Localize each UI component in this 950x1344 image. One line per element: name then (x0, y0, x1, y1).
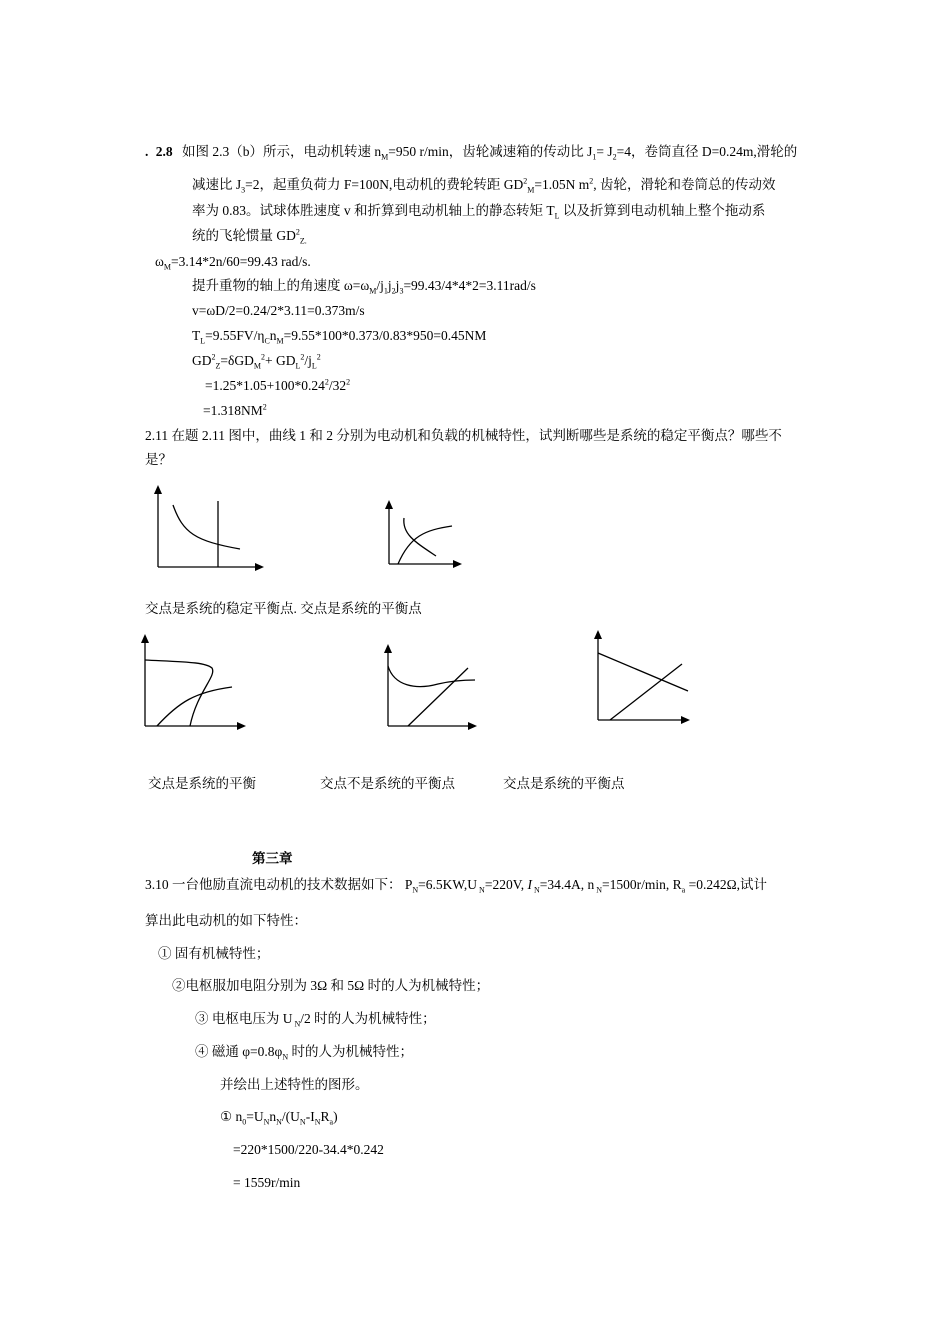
y-axis-arrow (384, 644, 392, 653)
subscript: N (594, 885, 603, 895)
subscript: 2 (612, 152, 617, 162)
chapter-heading: 第三章 (252, 851, 293, 866)
figure-2-equilibrium (380, 498, 470, 573)
item-text: /2 时的人为机械特性； (300, 1011, 436, 1026)
subscript: 2 (391, 286, 396, 296)
x-axis-arrow (255, 563, 264, 571)
subscript: N (276, 1117, 282, 1127)
solution-text: =9.55FV/η (205, 328, 265, 343)
subscript: 0 (242, 1117, 247, 1127)
subscript: C (264, 336, 270, 346)
subscript: M (527, 185, 535, 195)
curve-2 (610, 664, 682, 720)
figure-5-equilibrium (588, 627, 698, 727)
solution-line-4 (192, 327, 486, 345)
statement-text: 3.10 一台他励直流电动机的技术数据如下： P (145, 877, 413, 892)
subscript: Z. (299, 236, 307, 246)
curve-2 (408, 668, 468, 726)
superscript: 2 (316, 352, 321, 362)
statement-text: =4，卷筒直径 D=0.24m,滑轮的 (616, 144, 798, 159)
statement-text: 率为 0.83。试球体胜速度 v 和折算到电动机轴上的静态转矩 T (192, 203, 555, 218)
solution-text: v=ωD/2=0.24/2*3.11=0.373m/s (192, 303, 365, 318)
superscript: 2 (324, 377, 329, 387)
statement-text: 以及折算到电动机轴上整个拖动系 (559, 203, 766, 218)
solution-text: =1.25*1.05+100*0.24 (205, 378, 325, 393)
solution-text: j (395, 278, 400, 293)
superscript: 2 (300, 352, 305, 362)
x-axis-arrow (453, 560, 462, 568)
subscript: N (314, 1117, 321, 1127)
curve-1 (388, 666, 475, 687)
calc-text: ) (333, 1109, 338, 1124)
statement-text: 减速比 J (192, 177, 242, 192)
superscript: 2 (346, 377, 351, 387)
solution-line-3 (192, 302, 365, 320)
problem-3-10-line-2: 算出此电动机的如下特性： (145, 913, 307, 928)
x-axis-arrow (681, 716, 690, 724)
caption-row-2-c: 交点是系统的平衡点 (503, 776, 625, 791)
subscript: 1 (383, 286, 388, 296)
superscript: 2 (295, 227, 300, 237)
statement-text: =1.05N m (534, 177, 590, 192)
solution-text: =99.43/4*4*2=3.11rad/s (403, 278, 536, 293)
item-5: 并绘出上述特性的图形。 (220, 1077, 369, 1092)
solution-text: j (387, 278, 392, 293)
solution-text: 提升重物的轴上的角速度 ω=ω (192, 278, 370, 293)
problem-2-11-line-1: 2.11 在题 2.11 图中，曲线 1 和 2 分别为电动机和负载的机械特性，试判断哪些是系统的稳定平衡点？哪些不 (145, 428, 782, 443)
problem-2-8-line-4 (192, 227, 307, 245)
calc-text: =U (246, 1109, 264, 1124)
y-axis-arrow (385, 500, 393, 509)
subscript: N (292, 1019, 301, 1029)
subscript: L (311, 361, 317, 371)
solution-text: /32 (328, 378, 347, 393)
statement-text: =1500r/min, R (602, 877, 682, 892)
solution-line-5 (192, 352, 321, 370)
problem-2-11-line-2: 是？ (145, 452, 172, 467)
statement-text: =2，起重负荷力 F=100N,电动机的费轮转距 GD (245, 177, 524, 192)
subscript: N (412, 885, 419, 895)
italic-symbol: I (527, 877, 532, 892)
calc-line-2: =220*1500/220-34.4*0.242 (233, 1142, 384, 1157)
solution-line-7 (203, 402, 267, 420)
subscript: L (200, 336, 206, 346)
subscript: N (477, 885, 485, 895)
item-text: 时的人为机械特性； (288, 1044, 413, 1059)
caption-row-2-a: 交点是系统的平衡 (148, 776, 256, 791)
statement-text: 如图 2.3（b）所示，电动机转速 n (182, 144, 382, 159)
item-3 (195, 1010, 436, 1028)
problem-2-8-line-2 (192, 176, 776, 194)
figure-1-stable-equilibrium (145, 483, 270, 575)
solution-text: =3.14*2n/60=99.43 rad/s. (171, 254, 311, 269)
figure-4-equilibrium (380, 642, 485, 732)
solution-text: ω (155, 254, 164, 269)
y-axis-arrow (154, 485, 162, 494)
statement-text: =6.5KW,U (418, 877, 478, 892)
solution-text: GD (192, 353, 212, 368)
statement-text: =220V, (484, 877, 528, 892)
calc-line-3: = 1559r/min (233, 1175, 301, 1190)
solution-line-1 (155, 253, 311, 271)
statement-text: , 齿轮，滑轮和卷筒总的传动效 (593, 177, 776, 192)
solution-text: =δGD (220, 353, 254, 368)
y-axis-arrow (141, 634, 149, 643)
subscript: a (681, 885, 686, 895)
superscript: 2 (262, 402, 267, 412)
y-axis-arrow (594, 630, 602, 639)
item-text: ④ 磁通 φ=0.8φ (195, 1044, 283, 1059)
superscript: 2 (211, 352, 216, 362)
curve-falling (173, 505, 240, 549)
subscript: 3 (399, 286, 404, 296)
subscript: M (253, 361, 261, 371)
solution-text: T (192, 328, 201, 343)
superscript: 2 (523, 176, 528, 186)
subscript: 3 (241, 185, 246, 195)
subscript: M (276, 336, 284, 346)
statement-text: = J (596, 144, 613, 159)
problem-2-8-line-1 (145, 143, 797, 161)
x-axis-arrow (468, 722, 477, 730)
statement-text: =950 r/min，齿轮减速箱的传动比 J (388, 144, 593, 159)
problem-3-10-line-1 (145, 876, 767, 894)
item-text: ③ 电枢电压为 U (195, 1011, 293, 1026)
figure-3-equilibrium (135, 632, 255, 732)
subscript: M (369, 286, 377, 296)
item-4 (195, 1043, 413, 1061)
superscript: 2 (589, 176, 594, 186)
problem-2-8-line-3 (192, 202, 765, 220)
solution-text: /j (304, 353, 312, 368)
superscript: 2 (261, 352, 265, 362)
subscript: L (554, 211, 560, 221)
calc-text: /(U (281, 1109, 300, 1124)
subscript: L (295, 361, 301, 371)
calc-text: ① n (220, 1109, 243, 1124)
solution-line-2 (192, 277, 536, 295)
solution-text: n (269, 328, 277, 343)
solution-text: /j (376, 278, 384, 293)
solution-text: =9.55*100*0.373/0.83*950=0.45NM (283, 328, 487, 343)
subscript: N (531, 885, 540, 895)
calc-text: -I (305, 1109, 315, 1124)
solution-line-6 (205, 377, 350, 395)
curve-1 (404, 518, 436, 556)
subscript: N (299, 1117, 306, 1127)
caption-row-1: 交点是系统的稳定平衡点. 交点是系统的平衡点 (145, 601, 422, 616)
subscript: N (282, 1052, 289, 1062)
item-2: ②电枢服加电阻分别为 3Ω 和 5Ω 时的人为机械特性； (172, 978, 490, 993)
subscript: a (329, 1117, 334, 1127)
curve-1 (598, 653, 688, 691)
caption-row-2-b: 交点不是系统的平衡点 (320, 776, 455, 791)
problem-number: 2.8 (155, 144, 173, 159)
statement-text: =0.242Ω,试计 (685, 877, 767, 892)
calc-line-1 (220, 1108, 338, 1126)
curve-2 (157, 687, 232, 726)
subscript: N (263, 1117, 270, 1127)
statement-text: =34.4A, n (539, 877, 595, 892)
subscript: M (163, 262, 172, 272)
calc-text: R (320, 1109, 330, 1124)
solution-text: + GD (265, 353, 296, 368)
item-1: ① 固有机械特性； (158, 946, 270, 961)
statement-text: 统的飞轮惯量 GD (192, 228, 296, 243)
subscript: Z (215, 361, 221, 371)
subscript: M (381, 152, 389, 162)
solution-text: =1.318NM (203, 403, 263, 418)
calc-text: n (269, 1109, 277, 1124)
x-axis-arrow (237, 722, 246, 730)
problem-bullet: . (145, 144, 149, 159)
subscript: 1 (592, 152, 597, 162)
